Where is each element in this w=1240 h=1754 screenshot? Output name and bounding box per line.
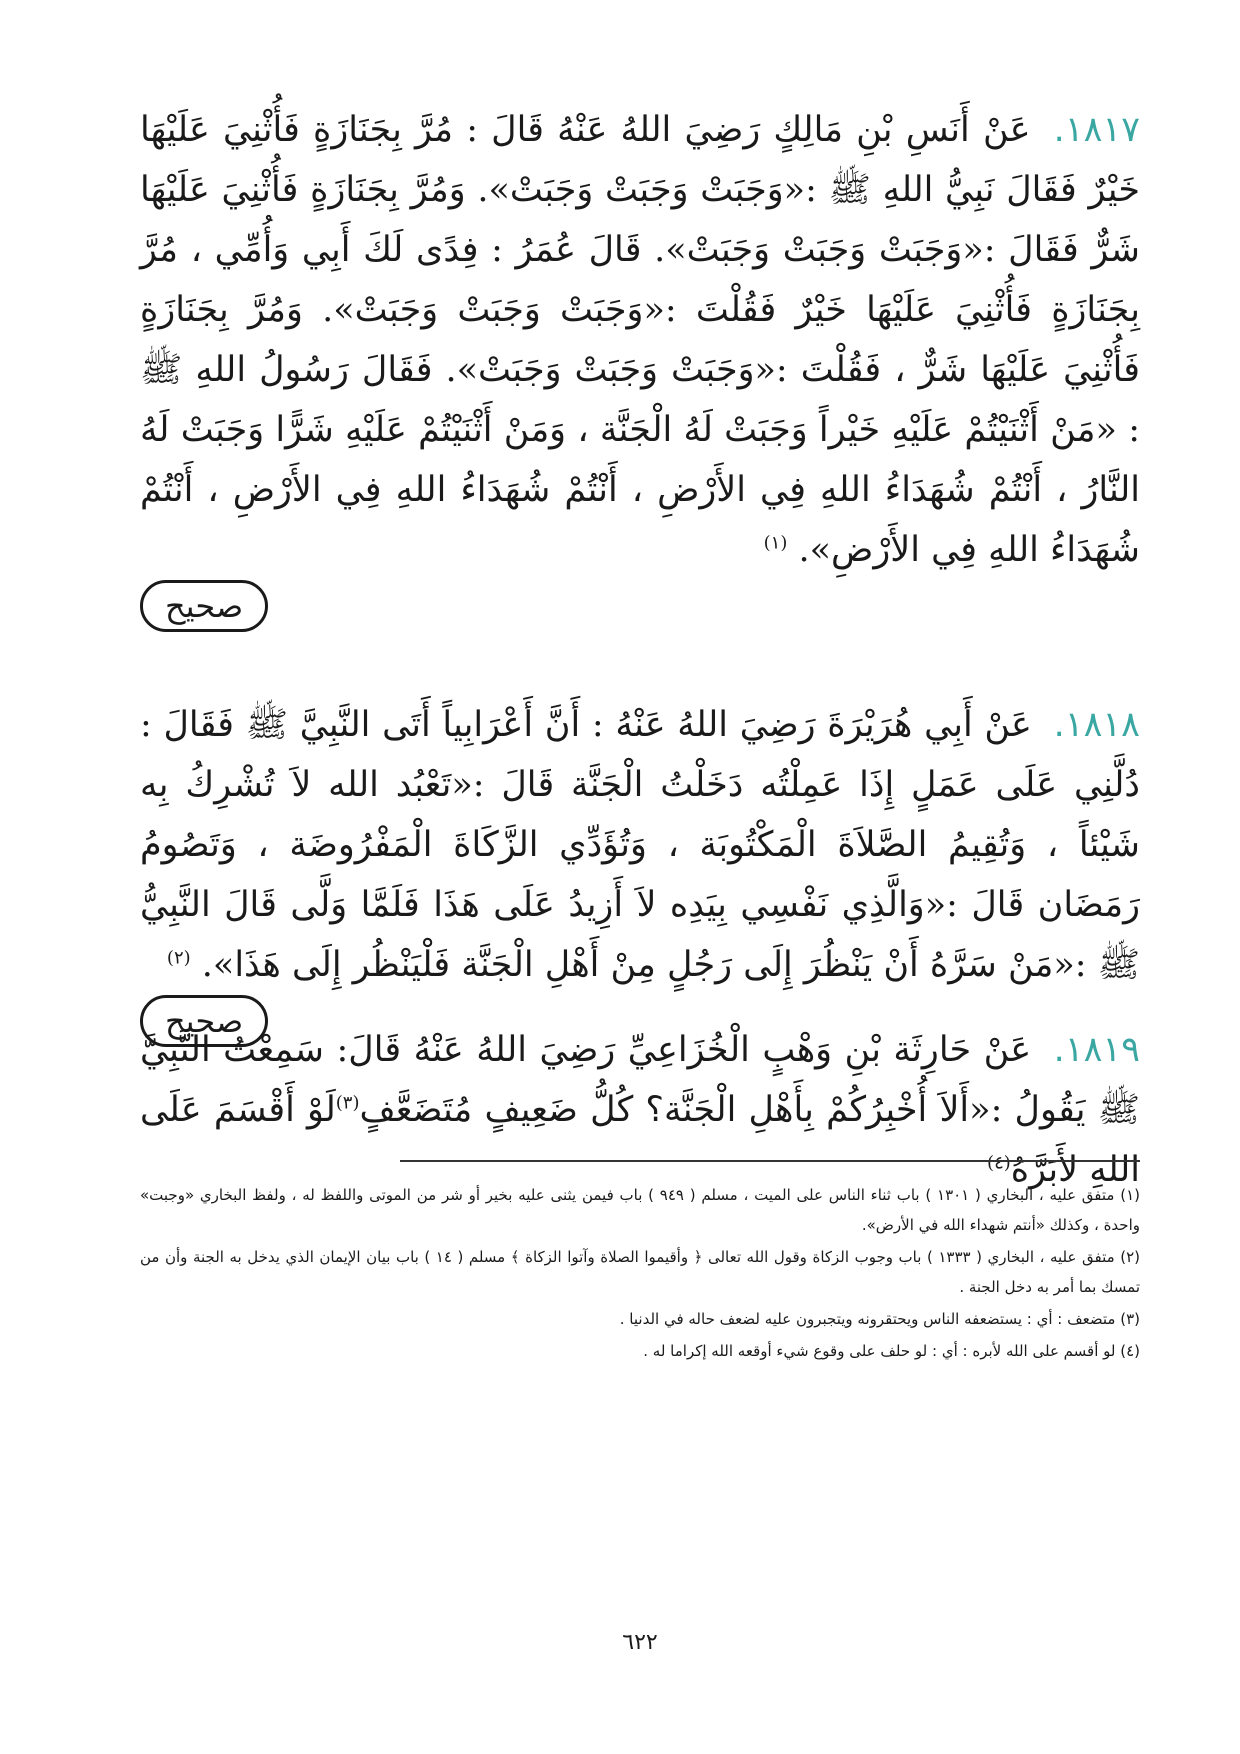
hadith-1818: [140, 695, 1140, 1047]
grade-badge: صحيح: [140, 580, 268, 632]
page-number: ٦٢٢: [622, 1630, 658, 1655]
footnote-1: (١) متفق عليه ، البخاري ( ١٣٠١ ) باب ثناء الناس على الميت ، مسلم ( ٩٤٩ ) باب فيمن يثنى عليه بخير أو شر من الموتى واللفظ له ، ولفظ البخاري «وجبت» واحدة ، وكذلك «أنتم شهداء الله في الأرض».: [140, 1186, 1140, 1234]
hadith-body: عَنْ أَنَسِ بْنِ مَالِكٍ رَضِيَ اللهُ عَنْهُ قَالَ : مُرَّ بِجَنَازَةٍ فَأُثْنِيَ عَلَيْهَا خَيْرٌ فَقَالَ نَبِيُّ اللهِ ﷺ :«وَجَبَتْ وَجَبَتْ وَجَبَتْ». وَمُرَّ بِجَنَازَةٍ فَأُثْنِيَ عَلَيْهَا شَرٌّ فَقَالَ :«وَجَبَتْ وَجَبَتْ وَجَبَتْ». قَالَ عُمَرُ : فِدًى لَكَ أَبِي وَأُمِّي ، مُرَّ بِجَنَازَةٍ فَأُثْنِيَ عَلَيْهَا خَيْرٌ فَقُلْتَ :«وَجَبَتْ وَجَبَتْ وَجَبَتْ». وَمُرَّ بِجَنَازَةٍ فَأُثْنِيَ عَلَيْهَا شَرٌّ ، فَقُلْتَ :«وَجَبَتْ وَجَبَتْ وَجَبَتْ». فَقَالَ رَسُولُ اللهِ ﷺ : «مَنْ أَثْنَيْتُمْ عَلَيْهِ خَيْراً وَجَبَتْ لَهُ الْجَنَّة ، وَمَنْ أَثْنَيْتُمْ عَلَيْهِ شَرًّا وَجَبَتْ لَهُ النَّارُ ، أَنْتُمْ شُهَدَاءُ اللهِ فِي الأَرْضِ ، أَنْتُمْ شُهَدَاءُ اللهِ فِي الأَرْضِ ، أَنْتُمْ شُهَدَاءُ اللهِ فِي الأَرْضِ».: [140, 110, 1140, 570]
footnote-divider: [400, 1160, 1140, 1162]
footnote-ref: (١): [763, 532, 788, 554]
hadith-text: [140, 1020, 1140, 1200]
hadith-text: [140, 100, 1140, 580]
footnote-ref: (٤): [987, 1152, 1011, 1174]
hadith-body-continued: لَوْ أَقْسَمَ عَلَى اللهِ لأَبَرَّهُ: [140, 1090, 1140, 1190]
grade-badge: صحيح: [140, 995, 268, 1047]
hadith-number: ١٨١٨.: [1053, 705, 1140, 745]
grade-row: [140, 580, 1140, 632]
hadith-1819: [140, 1020, 1140, 1200]
footnote-ref: (٢): [166, 947, 191, 969]
hadith-text: [140, 695, 1140, 995]
footnote-2: (٢) متفق عليه ، البخاري ( ١٣٣٣ ) باب وجوب الزكاة وقول الله تعالى ﴿ وأقيموا الصلاة وآتوا الزكاة ﴾ مسلم ( ١٤ ) باب بيان الإيمان الذي يدخل به الجنة وأن من تمسك بما أمر به دخل الجنة .: [140, 1248, 1140, 1296]
hadith-number: ١٨١٧.: [1053, 110, 1140, 150]
hadith-1817: [140, 100, 1140, 632]
footnote-ref: (٣): [335, 1092, 360, 1114]
hadith-number: ١٨١٩.: [1053, 1030, 1140, 1070]
footnote-3: (٣) متضعف : أي : يستضعفه الناس ويحتقرونه ويتجبرون عليه لضعف حاله في الدنيا .: [619, 1310, 1140, 1328]
hadith-body: عَنْ حَارِثَة بْنِ وَهْبٍ الْخُزَاعِيِّ رَضِيَ اللهُ عَنْهُ قَالَ: سَمِعْتُ النَّبِيَّ ﷺ يَقُولُ :«أَلاَ أُخْبِرُكُمْ بِأَهْلِ الْجَنَّة؟ كُلُّ ضَعِيفٍ مُتَضَعَّفٍ: [140, 1030, 1140, 1130]
footnote-4: (٤) لو أقسم على الله لأبره : أي : لو حلف على وقوع شيء أوقعه الله إكراما له .: [643, 1342, 1140, 1360]
hadith-body: عَنْ أَبِي هُرَيْرَةَ رَضِيَ اللهُ عَنْهُ : أَنَّ أَعْرَابِياً أَتَى النَّبِيَّ ﷺ فَقَالَ : دُلَّنِي عَلَى عَمَلٍ إِذَا عَمِلْتُه دَخَلْتُ الْجَنَّة قَالَ :«تَعْبُد الله لاَ تُشْرِكُ بِه شَيْئاً ، وَتُقِيمُ الصَّلاَةَ الْمَكْتُوبَة ، وَتُؤَدِّي الزَّكَاةَ الْمَفْرُوضَة ، وَتَصُومُ رَمَضَان قَالَ :«وَالَّذِي نَفْسِي بِيَدِه لاَ أَزِيدُ عَلَى هَذَا فَلَمَّا وَلَّى قَالَ النَّبِيُّ ﷺ :«مَنْ سَرَّهُ أَنْ يَنْظُرَ إِلَى رَجُلٍ مِنْ أَهْلِ الْجَنَّة فَلْيَنْظُر إِلَى هَذَا».: [140, 705, 1140, 985]
footnotes: [140, 1180, 1140, 1368]
